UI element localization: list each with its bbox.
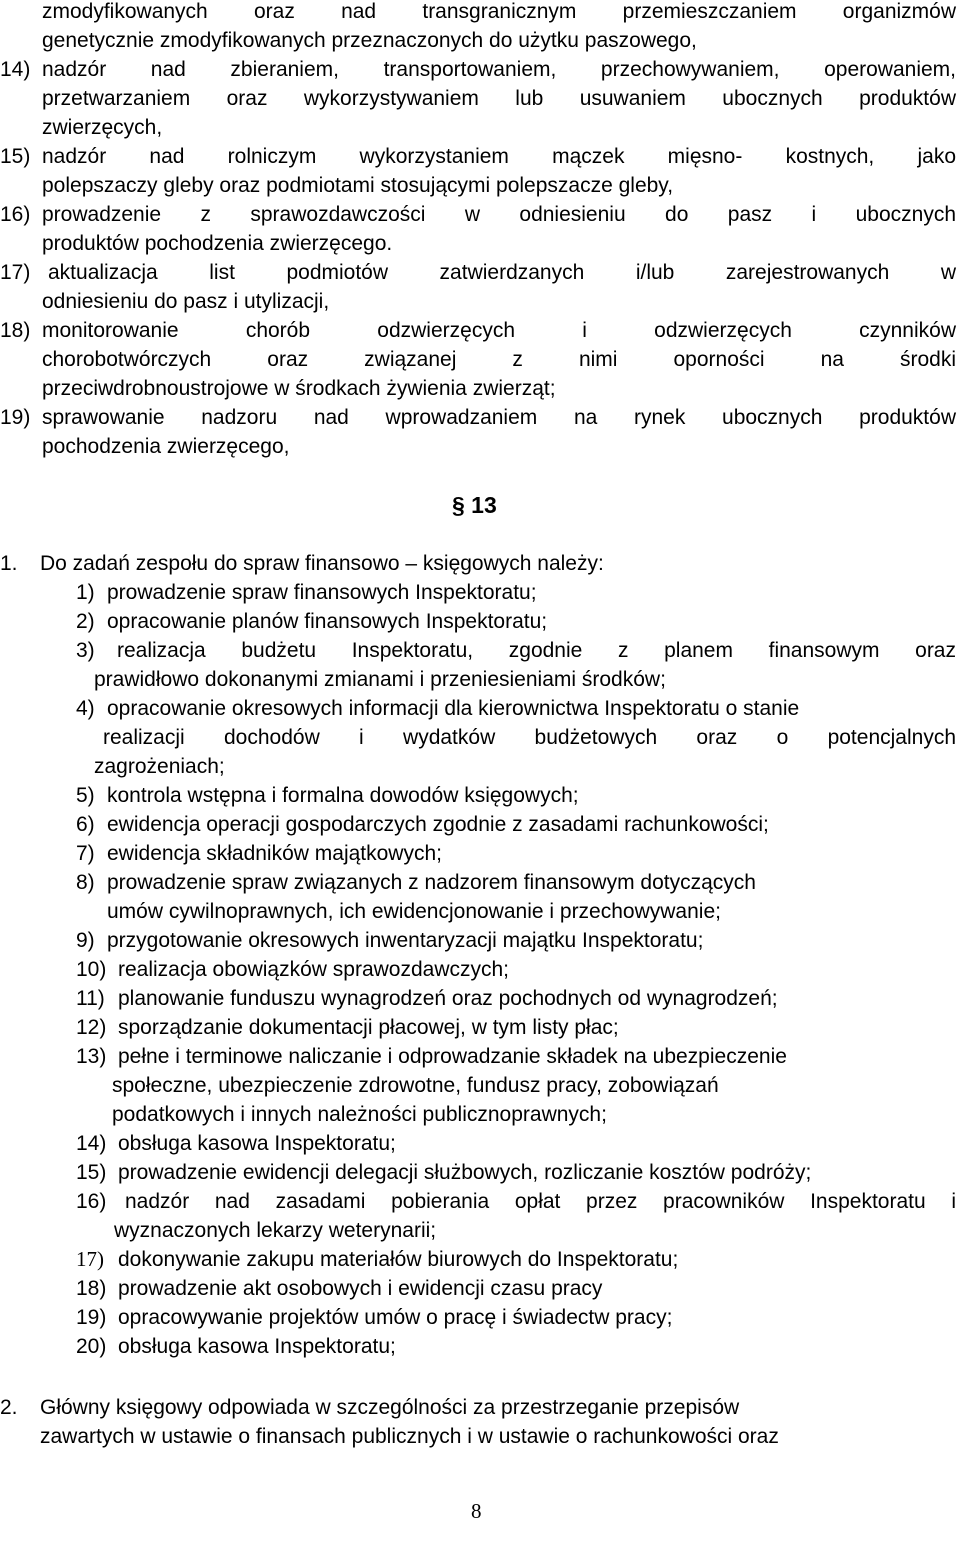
list-number: 18) (0, 319, 31, 342)
item-line: obsługa kasowa Inspektoratu; (118, 1132, 396, 1155)
item-line: planowanie funduszu wynagrodzeń oraz pochodnych od wynagrodzeń; (118, 987, 778, 1010)
item-line: prowadzenie spraw związanych z nadzorem finansowym dotyczących (107, 871, 756, 894)
item-number: 12) (76, 1016, 107, 1039)
list-number: 16) (0, 203, 31, 226)
list-line: produktów pochodzenia zwierzęcego. (42, 232, 393, 255)
item-number: 9) (76, 929, 95, 952)
list-line: zwierzęcych, (42, 116, 163, 139)
item-line: wyznaczonych lekarzy weterynarii; (114, 1219, 437, 1242)
item-line: realizacja obowiązków sprawozdawczych; (118, 958, 510, 981)
list-line: polepszaczy gleby oraz podmiotami stosującymi polepszacze gleby, (42, 174, 674, 197)
list-line: odniesieniu do pasz i utylizacji, (42, 290, 330, 313)
item-line: zagrożeniach; (94, 755, 225, 778)
item-number: 8) (76, 871, 95, 894)
list-number: 14) (0, 58, 31, 81)
item-number: 3) (76, 639, 95, 662)
list-line: nadzór nad zbieraniem, transportowaniem, przechowywaniem, operowaniem, (42, 58, 956, 81)
item-number: 10) (76, 958, 107, 981)
item-line: ewidencja operacji gospodarczych zgodnie z zasadami rachunkowości; (107, 813, 769, 836)
list-line: pochodzenia zwierzęcego, (42, 435, 290, 458)
item-number: 4) (76, 697, 95, 720)
item-line: podatkowych i innych należności publicznoprawnych; (112, 1103, 607, 1126)
item-line: sporządzanie dokumentacji płacowej, w tym listy płac; (118, 1016, 619, 1039)
list-line: prowadzenie z sprawozdawczości w odniesieniu do pasz i ubocznych (42, 203, 956, 226)
item-line: pełne i terminowe naliczanie i odprowadzanie składek na ubezpieczenie (118, 1045, 787, 1068)
section-intro: Do zadań zespołu do spraw finansowo – księgowych należy: (40, 552, 604, 575)
list-line: chorobotwórczych oraz związanej z nimi oporności na środki (42, 348, 956, 371)
item-line: nadzór nad zasadami pobierania opłat przez pracowników Inspektoratu i (125, 1190, 956, 1213)
item-line: przygotowanie okresowych inwentaryzacji majątku Inspektoratu; (107, 929, 704, 952)
item-line: prowadzenie spraw finansowych Inspektoratu; (107, 581, 537, 604)
item-number: 6) (76, 813, 95, 836)
item-number: 14) (76, 1132, 107, 1155)
item-number: 7) (76, 842, 95, 865)
item-number: 18) (76, 1277, 107, 1300)
item-line: realizacji dochodów i wydatków budżetowych oraz o potencjalnych (103, 726, 956, 749)
item-line: obsługa kasowa Inspektoratu; (118, 1335, 396, 1358)
item-number: 11) (76, 987, 105, 1010)
item-line: prawidłowo dokonanymi zmianami i przeniesieniami środków; (94, 668, 666, 691)
section-line: zawartych w ustawie o finansach publicznych i w ustawie o rachunkowości oraz (40, 1425, 779, 1448)
item-number: 1) (76, 581, 95, 604)
section-number: 2. (0, 1396, 18, 1419)
list-number: 15) (0, 145, 31, 168)
item-line: społeczne, ubezpieczenie zdrowotne, fundusz pracy, zobowiązań (112, 1074, 719, 1097)
item-line: prowadzenie ewidencji delegacji służbowych, rozliczanie kosztów podróży; (118, 1161, 812, 1184)
section-line: Główny księgowy odpowiada w szczególności za przestrzeganie przepisów (40, 1396, 740, 1419)
item-number: 13) (76, 1045, 107, 1068)
list-line: nadzór nad rolniczym wykorzystaniem mączek mięsno- kostnych, jako (42, 145, 956, 168)
list-number: 17) (0, 261, 31, 284)
list-line: przetwarzaniem oraz wykorzystywaniem lub usuwaniem ubocznych produktów (42, 87, 956, 110)
list-line: sprawowanie nadzoru nad wprowadzaniem na rynek ubocznych produktów (42, 406, 956, 429)
list-number: 19) (0, 406, 31, 429)
item-line: dokonywanie zakupu materiałów biurowych do Inspektoratu; (118, 1248, 679, 1271)
item-number: 2) (76, 610, 95, 633)
list-line: aktualizacja list podmiotów zatwierdzanych i/lub zarejestrowanych w (48, 261, 956, 284)
list-line: zmodyfikowanych oraz nad transgranicznym przemieszczaniem organizmów (42, 0, 956, 23)
item-line: umów cywilnoprawnych, ich ewidencjonowanie i przechowywanie; (107, 900, 721, 923)
item-line: opracowywanie projektów umów o pracę i świadectw pracy; (118, 1306, 673, 1329)
item-line: ewidencja składników majątkowych; (107, 842, 442, 865)
item-line: opracowanie okresowych informacji dla kierownictwa Inspektoratu o stanie (107, 697, 800, 720)
item-number: 15) (76, 1161, 107, 1184)
item-number: 19) (76, 1306, 107, 1329)
item-line: realizacja budżetu Inspektoratu, zgodnie z planem finansowym oraz (117, 639, 956, 662)
item-line: opracowanie planów finansowych Inspektoratu; (107, 610, 548, 633)
item-number: 20) (76, 1335, 107, 1358)
item-line: kontrola wstępna i formalna dowodów księgowych; (107, 784, 579, 807)
list-line: monitorowanie chorób odzwierzęcych i odzwierzęcych czynników (42, 319, 956, 342)
list-line: genetycznie zmodyfikowanych przeznaczonych do użytku paszowego, (42, 29, 697, 52)
item-number: 16) (76, 1190, 107, 1213)
item-line: prowadzenie akt osobowych i ewidencji czasu pracy (118, 1277, 603, 1300)
paragraph-heading: § 13 (452, 492, 497, 518)
list-line: przeciwdrobnoustrojowe w środkach żywienia zwierząt; (42, 377, 556, 400)
page-number: 8 (471, 1499, 482, 1523)
item-number: 5) (76, 784, 95, 807)
section-number: 1. (0, 552, 18, 575)
item-number: 17) (76, 1247, 104, 1271)
